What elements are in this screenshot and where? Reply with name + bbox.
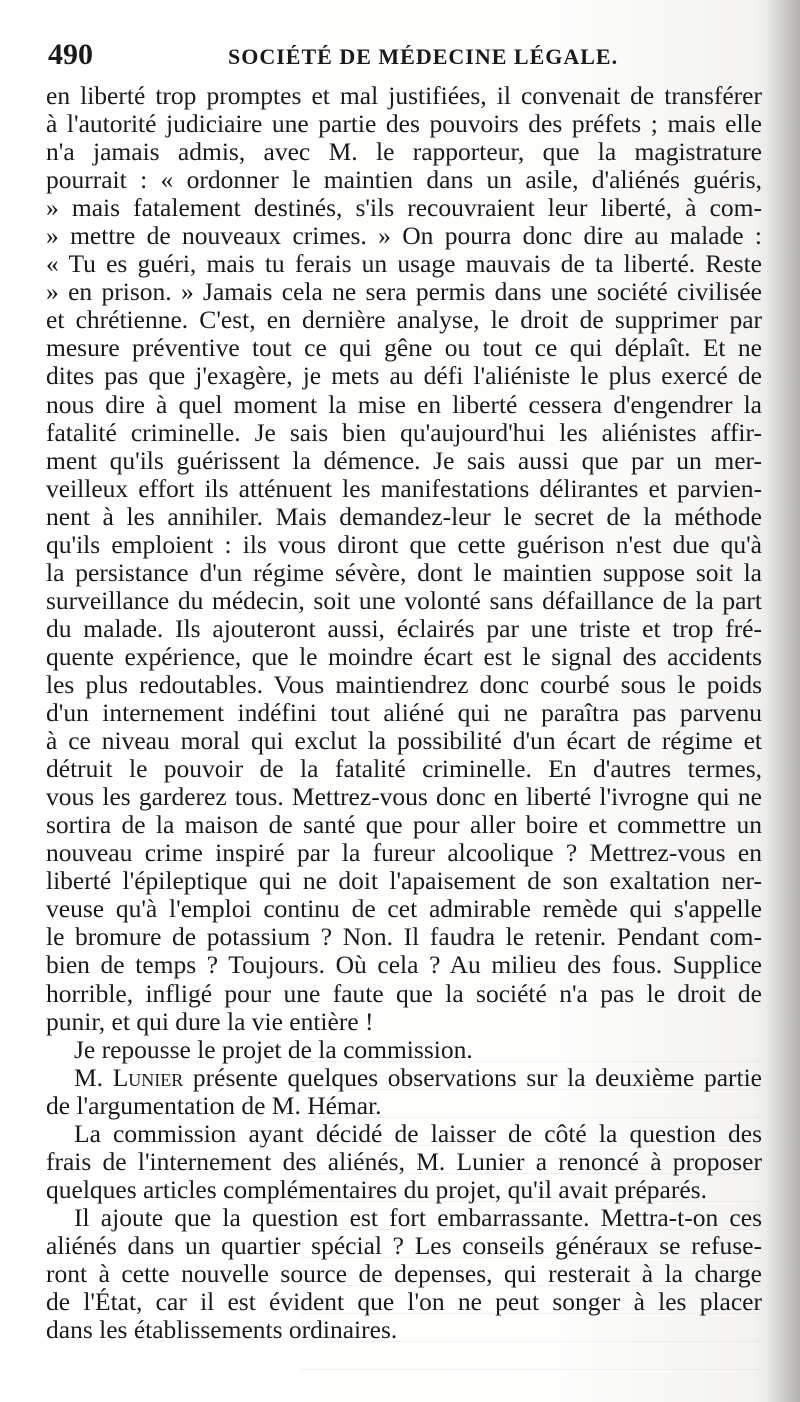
text-line: Il ajoute que la question est fort embarrassante. Mettra-t-on ces [74,1202,762,1232]
text-line: bien de temps ? Toujours. Où cela ? Au milieu des fous. Supplice [46,950,762,980]
text-line: à l'autorité judiciaire une partie des pouvoirs des préfets ; mais elle [46,109,762,139]
body-text [46,82,762,1344]
text-line: la persistance d'un régime sévère, dont le maintien suppose soit la [46,557,762,587]
text-line: n'a jamais admis, avec M. le rapporteur, que la magistrature [46,137,762,167]
text-line: punir, et qui dure la vie entière ! [46,1006,374,1036]
text-line: » mais fatalement destinés, s'ils recouvraient leur liberté, à com- [46,193,762,223]
text-line: de l'État, car il est évident que l'on ne peut songer à les placer [46,1287,762,1317]
page-header [48,38,768,78]
text-line: » mettre de nouveaux crimes. » On pourra donc dire au malade : [46,221,762,251]
text-line: horrible, infligé pour une faute que la société n'a pas le droit de [46,978,762,1008]
text-line: veuse qu'à l'emploi continu de cet admirable remède qui s'appelle [46,894,762,924]
text-line: qu'ils emploient : ils vous diront que cette guérison n'est due qu'à [46,529,762,559]
text-line: mesure préventive tout ce qui gêne ou tout ce qui déplaît. Et ne [46,333,762,363]
text-line: quelques articles complémentaires du projet, qu'il avait préparés. [46,1174,707,1204]
text-line: « Tu es guéri, mais tu ferais un usage mauvais de ta liberté. Reste [46,249,762,279]
text-line: liberté l'épileptique qui ne doit l'apaisement de son exaltation ner- [46,866,762,896]
text-line: et chrétienne. C'est, en dernière analyse, le droit de supprimer par [46,305,762,335]
speaker-name: Lunier [112,1062,184,1092]
text-line: nent à les annihiler. Mais demandez-leur le secret de la méthode [46,501,762,531]
text-line: nouveau crime inspiré par la fureur alcoolique ? Mettrez-vous en [46,838,762,868]
text-line: vous les garderez tous. Mettrez-vous donc en liberté l'ivrogne qui ne [46,782,762,812]
paragraph-hemar-speech [46,82,762,1036]
text-line: La commission ayant décidé de laisser de côté la question des [74,1118,762,1148]
text-line: du malade. Ils ajouteront aussi, éclairés par une triste et trop fré- [46,613,762,643]
text-line: le bromure de potassium ? Non. Il faudra le retenir. Pendant com- [46,922,762,952]
text-line-lunier-2: de l'argumentation de M. Hémar. [46,1090,382,1120]
text-line: fatalité criminelle. Je sais bien qu'aujourd'hui les aliénistes affir- [46,417,762,447]
paragraph-commission [46,1120,762,1204]
text-line-lunier-1 [46,1064,762,1092]
text-line: veilleux effort ils atténuent les manifestations délirantes et parvien- [46,473,762,503]
lunier-prefix: M. [74,1062,113,1092]
text-line: détruit le pouvoir de la fatalité criminelle. En d'autres termes, [46,754,762,784]
text-line: quente expérience, que le moindre écart est le signal des accidents [46,641,762,671]
lunier-rest: présente quelques observations sur la deuxième partie [183,1062,762,1092]
text-line: en liberté trop promptes et mal justifiées, il convenait de transférer [46,81,762,110]
text-line: surveillance du médecin, soit une volonté sans défaillance de la part [46,585,762,615]
text-line: nous dire à quel moment la mise en liberté cessera d'engendrer la [46,389,762,419]
binding-edge-shadow [766,0,800,1402]
text-line: à ce niveau moral qui exclut la possibilité d'un écart de régime et [46,726,762,756]
paragraph-ajoute [46,1204,762,1344]
text-line: frais de l'internement des aliénés, M. Lunier a renoncé à proposer [46,1146,762,1176]
text-line: sortira de la maison de santé que pour aller boire et commettre un [46,810,762,840]
text-line: ment qu'ils guérissent la démence. Je sais aussi que par un mer- [46,445,762,475]
page-number: 490 [48,38,93,71]
text-line: » en prison. » Jamais cela ne sera permis dans une société civilisée [46,277,762,307]
text-line: aliénés dans un quartier spécial ? Les conseils généraux se refuse- [46,1230,762,1260]
text-line: dites pas que j'exagère, je mets au défi l'aliéniste le plus exercé de [46,361,762,391]
text-line: pourrait : « ordonner le maintien dans un asile, d'aliénés guéris, [46,165,762,195]
text-line: dans les établissements ordinaires. [46,1315,398,1345]
text-line-closing: Je repousse le projet de la commission. [74,1034,473,1064]
text-line: les plus redoutables. Vous maintiendrez donc courbé sous le poids [46,669,762,699]
text-line: ront à cette nouvelle source de depenses, qui resterait à la charge [46,1258,762,1288]
running-title: SOCIÉTÉ DE MÉDECINE LÉGALE. [228,44,619,69]
text-line: d'un internement indéfini tout aliéné qui ne paraîtra pas parvenu [46,698,762,728]
